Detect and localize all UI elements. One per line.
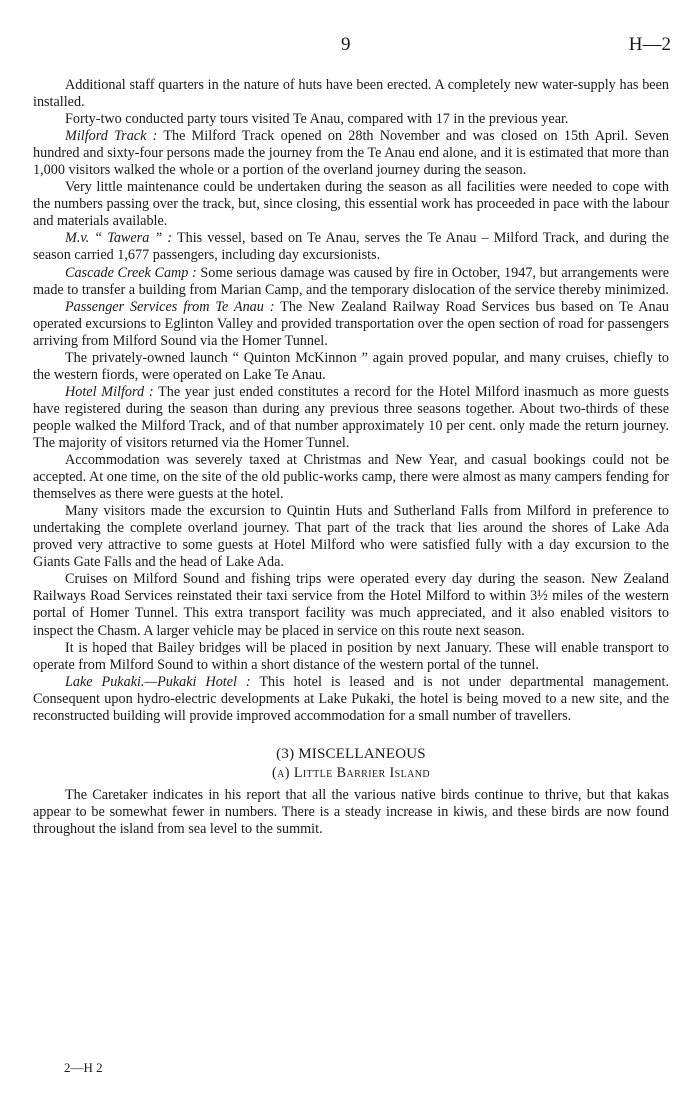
paragraph [33, 384, 669, 452]
paragraph [33, 503, 669, 571]
paragraph-text: Cruises on Milford Sound and fishing trips were operated every day during the season. New Zealand Railways Road Services reinstated their taxi service from the Hotel Milford to within 3½ miles of the western portal of Homer Tunnel. This extra transport facility was much appreciated, and it also enabled visitors to inspect the Chasm. A larger vehicle may be placed in service on this route next season. [33, 571, 669, 639]
page-footer: 2—H 2 [64, 1060, 103, 1075]
paragraph [33, 128, 669, 179]
section-heading: (3) MISCELLANEOUS [276, 745, 426, 762]
paragraph-lead: Lake Pukaki.—Pukaki Hotel : [65, 673, 251, 690]
paragraph-lead: Milford Track : [65, 128, 158, 145]
paragraph [33, 640, 669, 674]
paragraph-lead: M.v. “ Tawera ” : [65, 230, 173, 247]
paragraph-text: Forty-two conducted party tours visited Te Anau, compared with 17 in the previous year. [65, 111, 569, 128]
paragraph [33, 452, 669, 503]
paragraph-text: The year just ended constitutes a record for the Hotel Milford inasmuch as more guests have registered during the season than during any previous three seasons together. About two-thirds of these people walked the Milford Track, and of that number approximately 10 per cent. only made the return journey. The majority of visitors returned via the Homer Tunnel. [33, 383, 669, 451]
paragraph-text: The Milford Track opened on 28th November and was closed on 15th April. Seven hundred and sixty-four persons made the journey from the Te Anau end alone, and it is estimated that more than 1,000 visitors walked the whole or a portion of the overland journey during the season. [33, 128, 669, 179]
paragraph [33, 179, 669, 230]
paragraph-list [33, 77, 669, 725]
paragraph-text: Additional staff quarters in the nature of huts have been erected. A completely new water-supply has been installed. [33, 77, 669, 111]
document-code: H—2 [628, 34, 671, 55]
paragraph-lead: Hotel Milford : [65, 383, 154, 400]
paragraph-text: The privately-owned launch “ Quinton McKinnon ” again proved popular, and many cruises, chiefly to the western fiords, were operated on Lake Te Anau. [33, 349, 669, 383]
paragraph-text: This hotel is leased and is not under departmental management. Consequent upon hydro-electric developments at Lake Pukaki, the hotel is being moved to a new site, and the reconstructed building will provide improved accommodation for a small number of travellers. [33, 673, 669, 724]
paragraph-lead: Cascade Creek Camp : [65, 264, 197, 281]
paragraph-text: Accommodation was severely taxed at Christmas and New Year, and casual bookings could not be accepted. At one time, on the site of the old public-works camp, there were almost as many campers fending for themselves as there were guests at the hotel. [33, 452, 669, 503]
paragraph [33, 77, 669, 111]
paragraph [33, 674, 669, 725]
section-paragraph: The Caretaker indicates in his report that all the various native birds continue to thrive, but that kakas appear to be somewhat fewer in numbers. There is a steady increase in kiwis, and these birds are now found throughout the island from sea level to the summit. [33, 786, 669, 837]
paragraph-text: Many visitors made the excursion to Quintin Huts and Sutherland Falls from Milford in preference to undertaking the complete overland journey. That part of the track that lies around the shores of Lake Ada proved very attractive to some guests at Hotel Milford who were satisfied fully with a day excursion to the Giants Gate Falls and the head of Lake Ada. [33, 503, 669, 571]
subsection-heading: (a) Little Barrier Island [272, 764, 430, 781]
paragraph-text: This vessel, based on Te Anau, serves the Te Anau – Milford Track, and during the season carried 1,677 passengers, including day excursionists. [33, 230, 670, 264]
paragraph [33, 111, 669, 128]
paragraph [33, 230, 669, 264]
paragraph-text: The New Zealand Railway Road Services bus based on Te Anau operated excursions to Eglinton Valley and provided transportation over the open section of road for passengers arriving from Milford Sound via the Homer Tunnel. [33, 298, 669, 349]
paragraph-text: Very little maintenance could be undertaken during the season as all facilities were needed to cope with the numbers passing over the track, but, since closing, this essential work has proceeded in pace with the labour and materials available. [33, 179, 669, 230]
paragraph [33, 299, 669, 350]
paragraph-lead: Passenger Services from Te Anau : [65, 298, 275, 315]
paragraph [33, 265, 669, 299]
page-header [0, 36, 700, 60]
paragraph [33, 571, 669, 639]
page-body [33, 77, 669, 838]
paragraph-text: Some serious damage was caused by fire in October, 1947, but arrangements were made to transfer a building from Marian Camp, and the temporary dislocation of the service thereby minimized. [33, 264, 669, 298]
paragraph-text: It is hoped that Bailey bridges will be placed in position by next January. These will enable transport to operate from Milford Sound to within a short distance of the western portal of the tunnel. [33, 639, 669, 673]
paragraph [33, 350, 669, 384]
page-number: 9 [341, 34, 351, 55]
